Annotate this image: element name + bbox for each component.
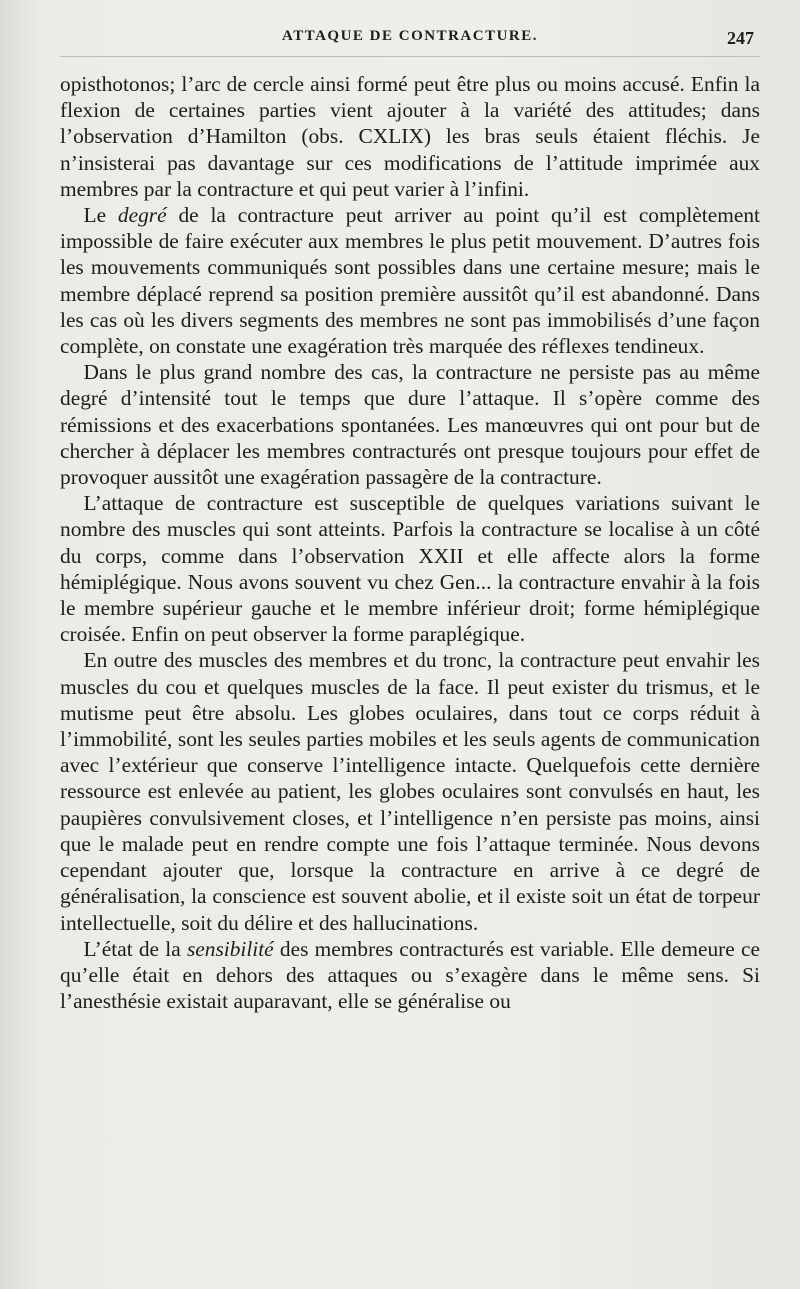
paragraph bbox=[60, 359, 760, 490]
paragraph bbox=[60, 490, 760, 647]
paragraph bbox=[60, 71, 760, 202]
text-run: L’état de la bbox=[83, 936, 187, 961]
text-run: de la contracture peut arriver au point qu’il est complètement impossible de faire exécuter aux membres le plus petit mouvement. D’autres fois les mouvements communiqués sont possibles dans une certaine mesure; mais le membre déplacé reprend sa position première aussitôt qu’il est abandonné. Dans les cas où les divers segments des membres ne sont pas immobilisés d’une façon complète, on constate une exagération très marquée des réflexes tendineux. bbox=[60, 203, 760, 359]
text-run: En outre des muscles des membres et du tronc, la contracture peut envahir les muscles du cou et quelques muscles de la face. Il peut exister du trismus, et le mutisme peut être absolu. Les globes oculaires, dans tout ce corps réduit à l’immobilité, sont les seules parties mobiles et les seuls agents de communication avec l’extérieur que conserve l’intelligence intacte. Quelquefois cette dernière ressource est enlevée au patient, les globes oculaires sont convulsés en haut, les paupières convulsivement closes, et l’intelligence n’en persiste pas moins, ainsi que le malade peut en rendre compte une fois l’attaque terminée. Nous devons cependant ajouter que, lorsque la contracture en arrive à ce degré de généralisation, la conscience est souvent abolie, et il existe soit un état de torpeur intellectuelle, soit du délire et des hallucinations. bbox=[60, 648, 760, 935]
paragraph bbox=[60, 647, 760, 935]
text-run: opisthotonos; l’arc de cercle ainsi formé peut être plus ou moins accusé. Enfin la flexion de certaines parties vient ajouter à la variété des attitudes; dans l’observation d’Hamilton (obs. CXLIX) les bras seuls étaient fléchis. Je n’insisterai pas davantage sur ces modifications de l’attitude imprimée aux membres par la contracture et qui peut varier à l’infini. bbox=[60, 72, 760, 201]
page-number: 247 bbox=[727, 28, 754, 48]
text-run: des membres contracturés est variable. Elle demeure ce qu’elle était en dehors des attaques ou s’exagère dans le même sens. Si l’anesthésie existait auparavant, elle se généralise ou bbox=[60, 936, 760, 1014]
text-run: Dans le plus grand nombre des cas, la contracture ne persiste pas au même degré d’intensité tout le temps que dure l’attaque. Il s’opère comme des rémissions et des exacerbations spontanées. Les manœuvres qui ont pour but de chercher à déplacer les membres contracturés ont presque toujours pour effet de provoquer aussitôt une exagération passagère de la contracture. bbox=[60, 360, 760, 490]
text-run: Le bbox=[83, 203, 118, 228]
paragraph bbox=[60, 202, 760, 359]
body-text bbox=[60, 71, 760, 1014]
running-title: ATTAQUE DE CONTRACTURE. bbox=[281, 28, 539, 44]
italic-term: degré bbox=[117, 203, 167, 228]
text-run: L’attaque de contracture est susceptible de quelques variations suivant le nombre des muscles qui sont atteints. Parfois la contracture se localise à un côté du corps, comme dans l’observation XXII et elle affecte alors la forme hémiplégique. Nous avons souvent vu chez Gen... la contracture envahir à la fois le membre supérieur gauche et le membre inférieur droit; forme hémiplégique croisée. Enfin on peut observer la forme paraplégique. bbox=[60, 491, 760, 647]
italic-term: sensibilité bbox=[186, 936, 274, 961]
paragraph bbox=[60, 936, 760, 1015]
page-header bbox=[60, 26, 760, 57]
